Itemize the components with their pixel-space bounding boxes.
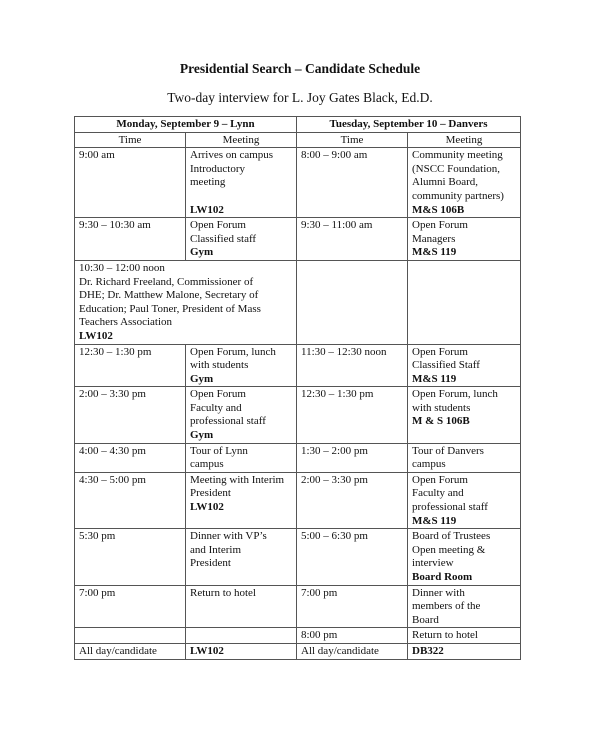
meeting-location: Gym: [190, 372, 214, 385]
meeting-cell: [186, 644, 297, 660]
meeting-location: LW102: [79, 329, 113, 342]
meeting-text: professional staff: [412, 501, 488, 514]
meeting-text: Faculty and: [190, 401, 242, 414]
meeting-text: with students: [190, 359, 249, 372]
meeting-text: Classified staff: [190, 232, 257, 245]
meeting-text: Open Forum: [190, 388, 246, 401]
meeting-text: Education; Paul Toner, President of Mass: [79, 302, 261, 315]
meeting-text: Open Forum: [190, 219, 246, 232]
time-cell: 5:00 – 6:30 pm: [297, 529, 408, 585]
meeting-location: Gym: [190, 429, 214, 442]
schedule-row: [75, 218, 521, 261]
meeting-text: Return to hotel: [412, 629, 478, 642]
meeting-location: LW102: [190, 501, 224, 514]
schedule-row: [75, 443, 521, 472]
meeting-cell: [186, 148, 297, 218]
time-cell: 12:30 – 1:30 pm: [75, 344, 186, 387]
meeting-cell: [186, 585, 297, 628]
meeting-text: (NSCC Foundation,: [412, 162, 501, 175]
meeting-text: and Interim: [190, 543, 242, 556]
time-cell: 11:30 – 12:30 noon: [297, 344, 408, 387]
meeting-text: Alumni Board,: [412, 176, 478, 189]
meeting-text: Tour of Lynn: [190, 444, 248, 457]
full-width-meeting-cell: [75, 260, 297, 344]
meeting-text: Return to hotel: [190, 586, 256, 599]
meeting-cell: [408, 344, 521, 387]
column-header-time: Time: [297, 132, 408, 148]
meeting-text: members of the: [412, 600, 481, 613]
meeting-cell: [186, 628, 297, 644]
meeting-text: Arrives on campus: [190, 149, 274, 162]
day-header-monday: Monday, September 9 – Lynn: [75, 117, 297, 133]
meeting-text: Open Forum: [412, 219, 468, 232]
meeting-cell: [186, 529, 297, 585]
time-cell: [75, 628, 186, 644]
column-header-time: Time: [75, 132, 186, 148]
meeting-cell: [408, 387, 521, 443]
meeting-cell: [408, 628, 521, 644]
meeting-cell: [408, 644, 521, 660]
empty-cell: [408, 260, 521, 344]
meeting-text: Open Forum: [412, 345, 468, 358]
spacer: [190, 190, 292, 204]
document-title: Presidential Search – Candidate Schedule: [179, 61, 421, 76]
meeting-location: M&S 119: [412, 372, 457, 385]
meeting-text: with students: [412, 401, 471, 414]
time-cell: 4:30 – 5:00 pm: [75, 472, 186, 528]
meeting-cell: [186, 218, 297, 261]
meeting-text: 10:30 – 12:00 noon: [79, 261, 165, 274]
schedule-row: [75, 148, 521, 218]
meeting-location: DB322: [412, 645, 444, 658]
column-header-meeting: Meeting: [186, 132, 297, 148]
time-cell: 7:00 pm: [297, 585, 408, 628]
meeting-text: President: [190, 557, 231, 570]
meeting-text: meeting: [190, 176, 226, 189]
meeting-text: interview: [412, 557, 454, 570]
meeting-text: Open Forum, lunch: [190, 345, 276, 358]
schedule-row: [75, 472, 521, 528]
meeting-text: DHE; Dr. Matthew Malone, Secretary of: [79, 289, 259, 302]
time-cell: 8:00 – 9:00 am: [297, 148, 408, 218]
time-cell: 5:30 pm: [75, 529, 186, 585]
time-cell: All day/candidate: [297, 644, 408, 660]
time-cell: 9:00 am: [75, 148, 186, 218]
time-cell: 12:30 – 1:30 pm: [297, 387, 408, 443]
time-cell: 4:00 – 4:30 pm: [75, 443, 186, 472]
meeting-text: Dinner with VP’s: [190, 530, 267, 543]
meeting-text: Dr. Richard Freeland, Commissioner of: [79, 275, 254, 288]
time-cell: All day/candidate: [75, 644, 186, 660]
meeting-text: Faculty and: [412, 487, 464, 500]
meeting-location: LW102: [190, 203, 224, 216]
meeting-text: campus: [190, 458, 224, 471]
time-cell: 8:00 pm: [297, 628, 408, 644]
meeting-cell: [408, 218, 521, 261]
meeting-location: M & S 106B: [412, 415, 470, 428]
meeting-cell: [408, 443, 521, 472]
meeting-text: Tour of Danvers: [412, 444, 484, 457]
schedule-row: [75, 529, 521, 585]
meeting-cell: [408, 585, 521, 628]
meeting-text: Introductory: [190, 162, 245, 175]
meeting-text: Board of Trustees: [412, 530, 491, 543]
empty-cell: [297, 260, 408, 344]
meeting-cell: [186, 443, 297, 472]
meeting-location: M&S 119: [412, 514, 457, 527]
time-cell: 2:00 – 3:30 pm: [75, 387, 186, 443]
meeting-text: campus: [412, 458, 446, 471]
schedule-row: [75, 260, 521, 344]
meeting-cell: [186, 344, 297, 387]
time-cell: 9:30 – 11:00 am: [297, 218, 408, 261]
meeting-cell: [186, 472, 297, 528]
meeting-cell: [408, 472, 521, 528]
schedule-row: [75, 387, 521, 443]
meeting-location: Gym: [190, 246, 214, 259]
time-cell: 2:00 – 3:30 pm: [297, 472, 408, 528]
schedule-row: [75, 585, 521, 628]
time-cell: 7:00 pm: [75, 585, 186, 628]
schedule-table: [74, 116, 521, 660]
meeting-text: Dinner with: [412, 586, 465, 599]
meeting-text: Meeting with Interim: [190, 473, 285, 486]
meeting-text: Managers: [412, 232, 456, 245]
schedule-row: [75, 344, 521, 387]
meeting-location: LW102: [190, 645, 224, 658]
meeting-text: Teachers Association: [79, 316, 173, 329]
meeting-location: M&S 106B: [412, 203, 465, 216]
meeting-text: Classified Staff: [412, 359, 480, 372]
meeting-location: M&S 119: [412, 246, 457, 259]
time-cell: 9:30 – 10:30 am: [75, 218, 186, 261]
column-header-meeting: Meeting: [408, 132, 521, 148]
meeting-text: professional staff: [190, 415, 266, 428]
meeting-text: Community meeting: [412, 149, 503, 162]
meeting-location: Board Room: [412, 571, 473, 583]
document-subtitle: Two-day interview for L. Joy Gates Black, Ed.D.: [167, 90, 433, 105]
day-header-row: [75, 117, 521, 133]
meeting-text: community partners): [412, 189, 504, 202]
time-cell: 1:30 – 2:00 pm: [297, 443, 408, 472]
meeting-cell: [186, 387, 297, 443]
meeting-text: Board: [412, 613, 439, 626]
schedule-row: [75, 628, 521, 644]
meeting-cell: [408, 148, 521, 218]
day-header-tuesday: Tuesday, September 10 – Danvers: [297, 117, 521, 133]
meeting-text: Open Forum: [412, 473, 468, 486]
meeting-text: President: [190, 487, 231, 500]
column-header-row: [75, 132, 521, 148]
schedule-row: [75, 644, 521, 660]
meeting-text: Open Forum, lunch: [412, 388, 498, 401]
meeting-cell: [408, 529, 521, 585]
meeting-text: Open meeting &: [412, 543, 486, 556]
